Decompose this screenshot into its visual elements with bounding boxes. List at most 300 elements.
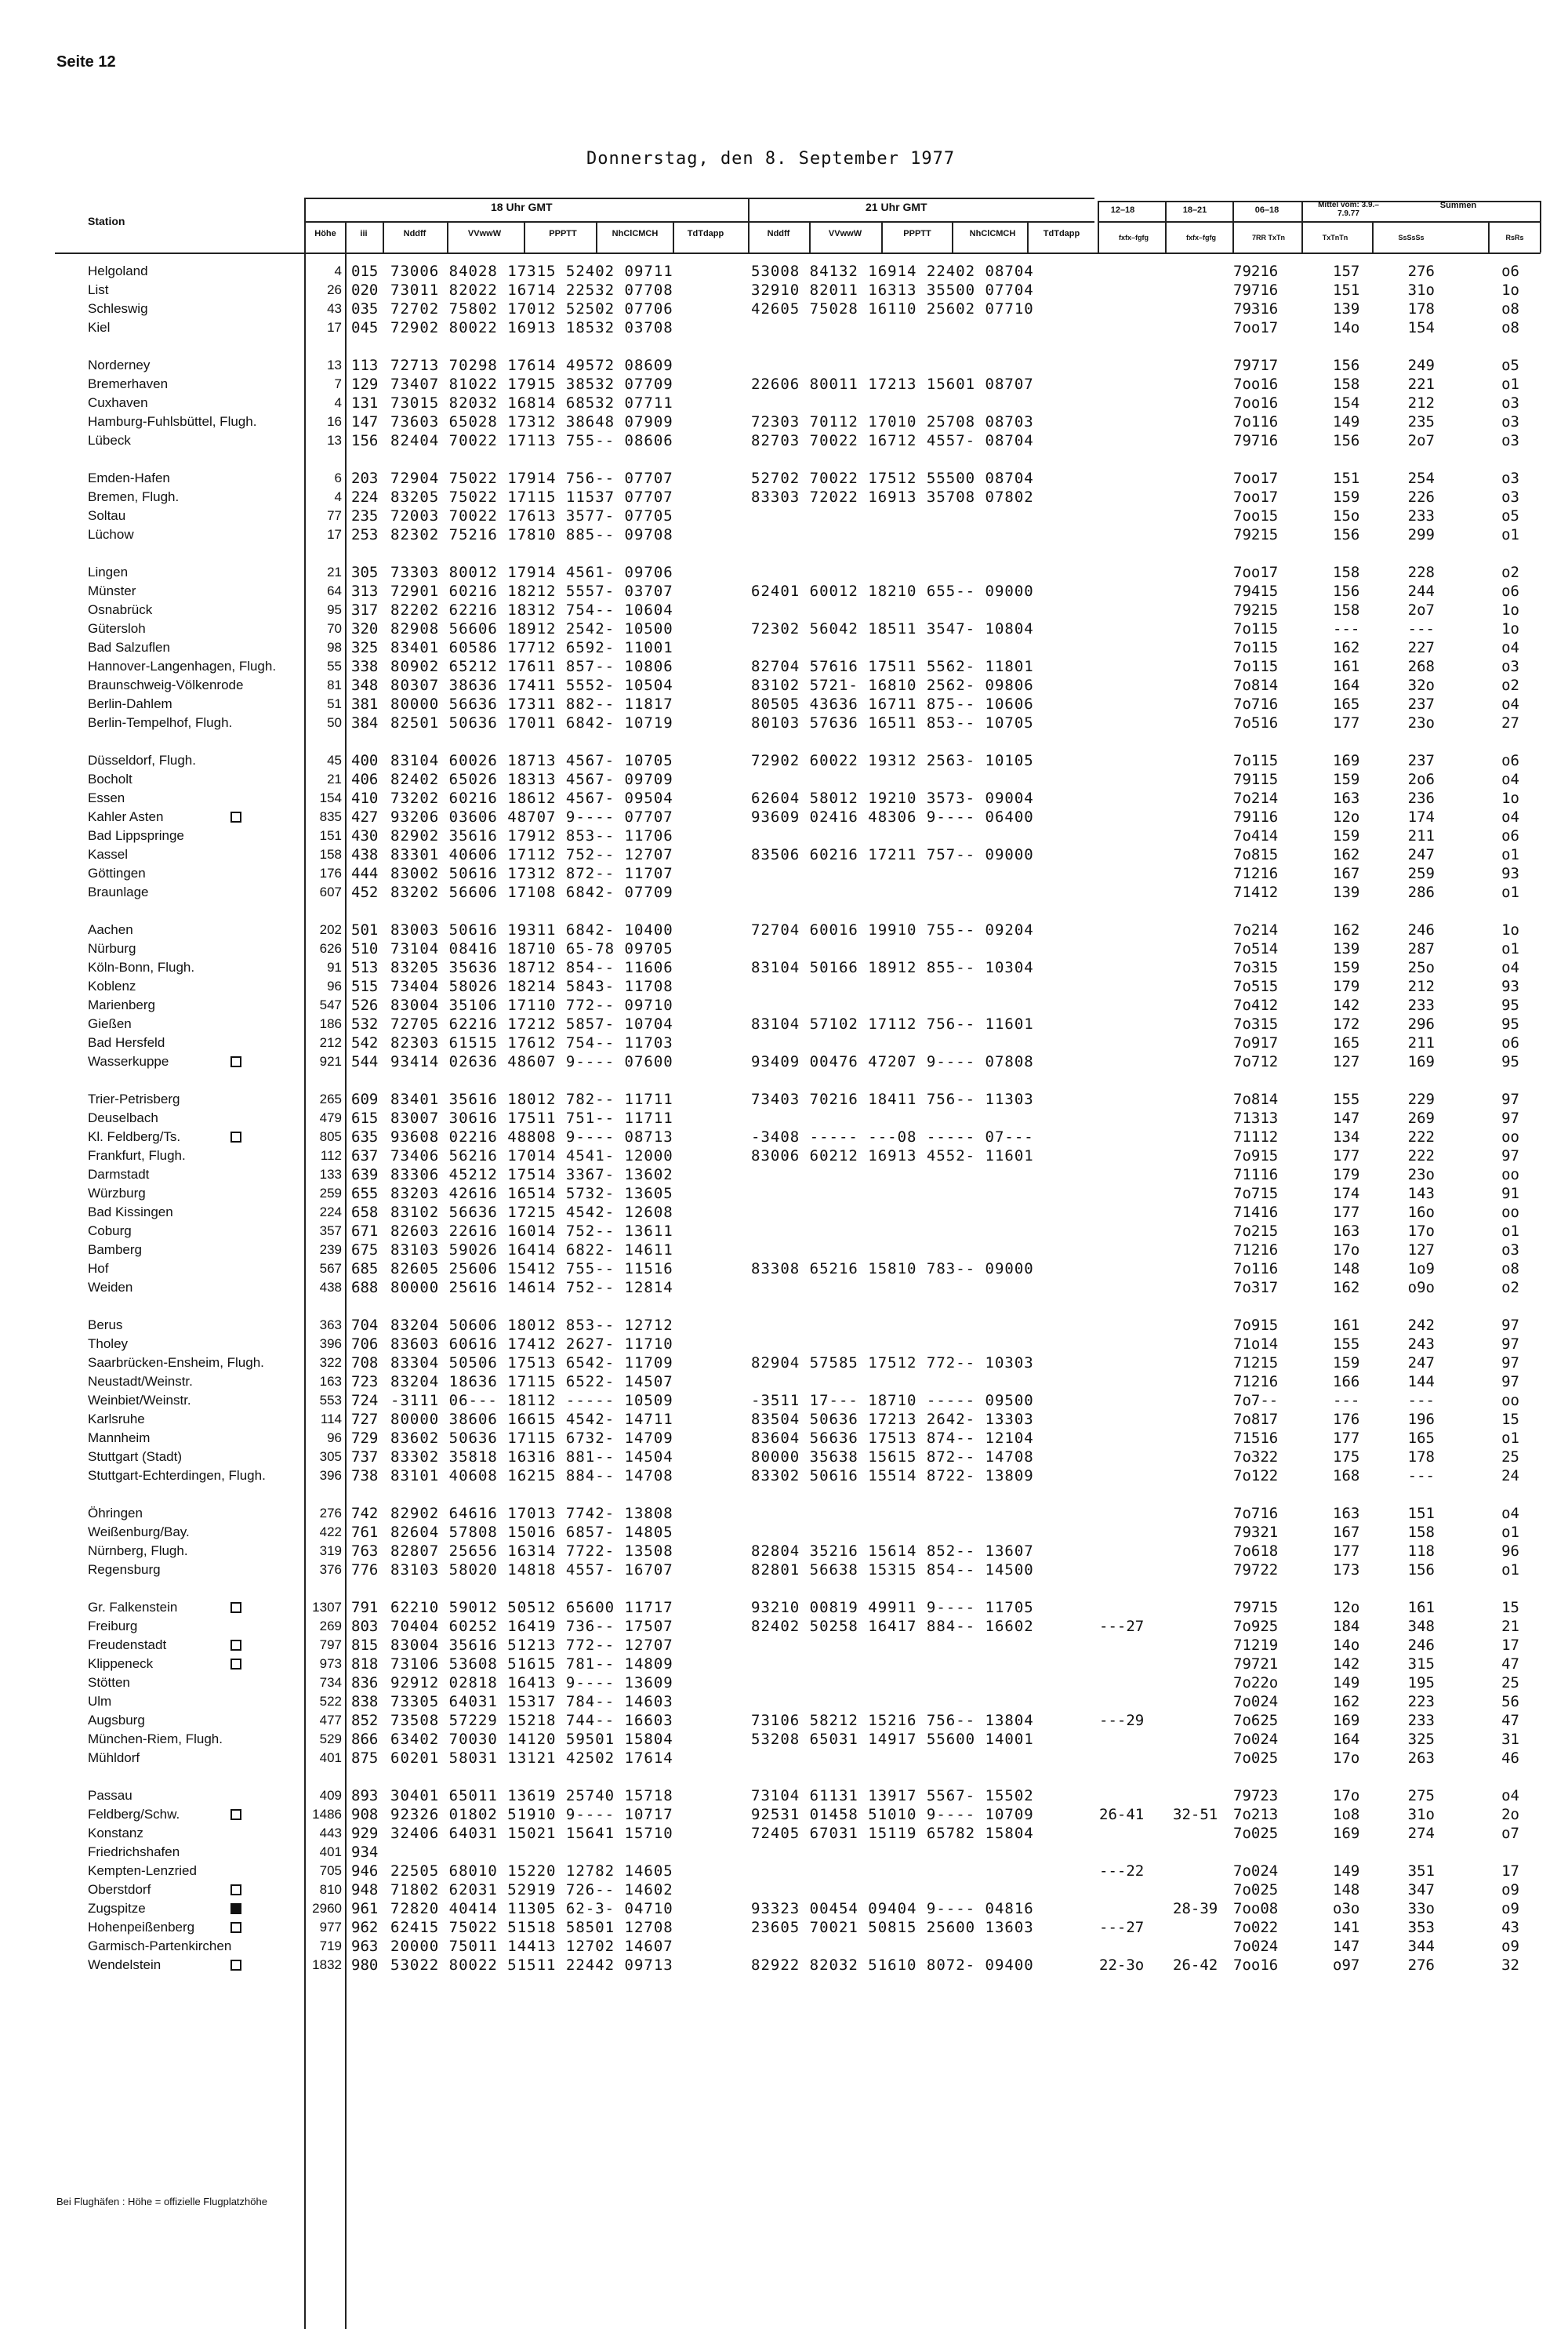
- summen-value: 276: [1407, 263, 1435, 280]
- mittel-value: 127: [1333, 1053, 1360, 1070]
- value-06-18: 71313: [1233, 1110, 1279, 1127]
- mittel-value: 156: [1333, 583, 1360, 600]
- station-height: 13: [327, 433, 342, 448]
- value-12-18: ---27: [1099, 1618, 1145, 1635]
- station-name: Tholey: [88, 1336, 129, 1351]
- obs-21-uhr: 72704 60016 19910 755-- 09204: [751, 921, 1034, 939]
- station-number: 708: [351, 1354, 379, 1372]
- station-height: 1486: [312, 1807, 342, 1822]
- rsrs-value: 46: [1501, 1749, 1519, 1767]
- station-number: 147: [351, 413, 379, 431]
- obs-18-uhr: 83004 35616 51213 772-- 12707: [390, 1637, 673, 1654]
- summen-value: 315: [1407, 1655, 1435, 1673]
- mittel-value: 169: [1333, 1825, 1360, 1842]
- value-18-21: 32-51: [1173, 1806, 1218, 1823]
- station-height: 547: [319, 997, 342, 1012]
- obs-18-uhr: 72713 70298 17614 49572 08609: [390, 357, 673, 374]
- header-vvwww-21: VVwwW: [828, 229, 862, 238]
- rsrs-value: 47: [1501, 1712, 1519, 1729]
- summen-value: 2o7: [1407, 601, 1435, 619]
- summen-value: 23o: [1407, 714, 1435, 732]
- mittel-value: 165: [1333, 1034, 1360, 1052]
- obs-18-uhr: 82605 25606 15412 755-- 11516: [390, 1260, 673, 1277]
- rsrs-value: o3: [1501, 413, 1519, 431]
- value-06-18: 7o322: [1233, 1448, 1279, 1466]
- header-sub-f: RsRs: [1505, 234, 1524, 242]
- summen-value: 286: [1407, 884, 1435, 901]
- mittel-value: 15o: [1333, 507, 1360, 525]
- obs-21-uhr: 93210 00819 49911 9---- 11705: [751, 1599, 1034, 1616]
- station-number: 948: [351, 1881, 379, 1898]
- summen-value: 233: [1407, 1712, 1435, 1729]
- obs-21-uhr: 82703 70022 16712 4557- 08704: [751, 432, 1034, 449]
- obs-21-uhr: 22606 80011 17213 15601 08707: [751, 376, 1034, 393]
- obs-18-uhr: 73407 81022 17915 38532 07709: [390, 376, 673, 393]
- value-18-21: 26-42: [1173, 1957, 1218, 1974]
- station-name: Nürburg: [88, 941, 136, 956]
- rsrs-value: 17: [1501, 1862, 1519, 1880]
- summen-value: 353: [1407, 1919, 1435, 1936]
- summen-value: 211: [1407, 1034, 1435, 1052]
- rsrs-value: 97: [1501, 1354, 1519, 1372]
- summen-value: 158: [1407, 1524, 1435, 1541]
- obs-18-uhr: -3111 06--- 18112 ----- 10509: [390, 1392, 673, 1409]
- mittel-value: 174: [1333, 1185, 1360, 1202]
- obs-18-uhr: 72820 40414 11305 62-3- 04710: [390, 1900, 673, 1917]
- value-06-18: 79415: [1233, 583, 1279, 600]
- obs-18-uhr: 73508 57229 15218 744-- 16603: [390, 1712, 673, 1729]
- station-name: Trier-Petrisberg: [88, 1092, 180, 1106]
- rsrs-value: o3: [1501, 1241, 1519, 1259]
- mittel-value: 177: [1333, 1430, 1360, 1447]
- obs-18-uhr: 83302 35818 16316 881-- 14504: [390, 1448, 673, 1466]
- rsrs-value: o6: [1501, 263, 1519, 280]
- station-height: 477: [319, 1713, 342, 1728]
- obs-18-uhr: 82902 35616 17912 853-- 11706: [390, 827, 673, 845]
- station-height: 797: [319, 1637, 342, 1652]
- value-06-18: 71216: [1233, 1373, 1279, 1390]
- mittel-value: o3o: [1333, 1900, 1360, 1917]
- rsrs-value: oo: [1501, 1204, 1519, 1221]
- station-name: Aachen: [88, 922, 133, 937]
- station-name: Gießen: [88, 1016, 132, 1031]
- station-number: 815: [351, 1637, 379, 1654]
- value-06-18: 71116: [1233, 1166, 1279, 1183]
- obs-18-uhr: 32406 64031 15021 15641 15710: [390, 1825, 673, 1842]
- station-name: Bad Hersfeld: [88, 1035, 165, 1050]
- summen-value: 25o: [1407, 959, 1435, 976]
- obs-18-uhr: 83401 35616 18012 782-- 11711: [390, 1091, 673, 1108]
- station-name: Stuttgart (Stadt): [88, 1449, 182, 1464]
- obs-18-uhr: 92326 01802 51910 9---- 10717: [390, 1806, 673, 1823]
- mittel-value: 149: [1333, 1674, 1360, 1691]
- obs-18-uhr: 82902 64616 17013 7742- 13808: [390, 1505, 673, 1522]
- rsrs-value: o6: [1501, 752, 1519, 769]
- rsrs-value: o3: [1501, 489, 1519, 506]
- rsrs-value: o1: [1501, 1223, 1519, 1240]
- station-number: 317: [351, 601, 379, 619]
- mittel-value: 139: [1333, 884, 1360, 901]
- rsrs-value: o9: [1501, 1900, 1519, 1917]
- open-square-icon: [230, 1056, 241, 1067]
- header-21-uhr: 21 Uhr GMT: [866, 201, 927, 213]
- station-name: Cuxhaven: [88, 395, 148, 410]
- summen-value: 236: [1407, 790, 1435, 807]
- station-height: 443: [319, 1826, 342, 1840]
- obs-18-uhr: 72901 60216 18212 5557- 03707: [390, 583, 673, 600]
- value-06-18: 7o315: [1233, 959, 1279, 976]
- value-06-18: 7o625: [1233, 1712, 1279, 1729]
- station-height: 4: [334, 263, 342, 278]
- mittel-value: 17o: [1333, 1787, 1360, 1804]
- summen-value: 16o: [1407, 1204, 1435, 1221]
- mittel-value: 172: [1333, 1016, 1360, 1033]
- obs-21-uhr: 93609 02416 48306 9---- 06400: [751, 808, 1034, 826]
- summen-value: 151: [1407, 1505, 1435, 1522]
- obs-18-uhr: 82302 75216 17810 885-- 09708: [390, 526, 673, 543]
- obs-21-uhr: 82922 82032 51610 8072- 09400: [751, 1957, 1034, 1974]
- value-06-18: 71215: [1233, 1354, 1279, 1372]
- rsrs-value: 91: [1501, 1185, 1519, 1202]
- mittel-value: 14o: [1333, 319, 1360, 336]
- value-06-18: 79722: [1233, 1561, 1279, 1579]
- station-number: 305: [351, 564, 379, 581]
- rsrs-value: 1o: [1501, 921, 1519, 939]
- station-height: 176: [319, 866, 342, 881]
- obs-21-uhr: 82904 57585 17512 772-- 10303: [751, 1354, 1034, 1372]
- mittel-value: 164: [1333, 1731, 1360, 1748]
- mittel-value: 159: [1333, 959, 1360, 976]
- station-number: 113: [351, 357, 379, 374]
- obs-18-uhr: 83004 35106 17110 772-- 09710: [390, 997, 673, 1014]
- footnote: Bei Flughäfen : Höhe = offizielle Flugplatzhöhe: [56, 2196, 267, 2207]
- station-number: 438: [351, 846, 379, 863]
- value-06-18: 7o715: [1233, 1185, 1279, 1202]
- summen-value: 244: [1407, 583, 1435, 600]
- rsrs-value: 17: [1501, 1637, 1519, 1654]
- value-06-18: 71216: [1233, 1241, 1279, 1259]
- rsrs-value: 2o: [1501, 1806, 1519, 1823]
- mittel-value: 147: [1333, 1938, 1360, 1955]
- obs-18-uhr: 53022 80022 51511 22442 09713: [390, 1957, 673, 1974]
- summen-value: 247: [1407, 846, 1435, 863]
- rsrs-value: 25: [1501, 1448, 1519, 1466]
- station-number: 742: [351, 1505, 379, 1522]
- summen-value: o9o: [1407, 1279, 1435, 1296]
- mittel-value: 159: [1333, 489, 1360, 506]
- station-name: Weinbiet/Weinstr.: [88, 1393, 191, 1408]
- station-name: Helgoland: [88, 263, 148, 278]
- header-iii: iii: [360, 229, 368, 238]
- mittel-value: 141: [1333, 1919, 1360, 1936]
- station-name: Coburg: [88, 1223, 132, 1238]
- rsrs-value: o1: [1501, 1524, 1519, 1541]
- mittel-value: 167: [1333, 1524, 1360, 1541]
- obs-18-uhr: 83103 59026 16414 6822- 14611: [390, 1241, 673, 1259]
- station-height: 705: [319, 1863, 342, 1878]
- station-number: 836: [351, 1674, 379, 1691]
- value-06-18: 7o814: [1233, 1091, 1279, 1108]
- station-name: Berlin-Dahlem: [88, 696, 172, 711]
- rsrs-value: o1: [1501, 884, 1519, 901]
- obs-18-uhr: 83101 40608 16215 884-- 14708: [390, 1467, 673, 1484]
- rsrs-value: 97: [1501, 1091, 1519, 1108]
- summen-value: 178: [1407, 300, 1435, 318]
- obs-18-uhr: 63402 70030 14120 59501 15804: [390, 1731, 673, 1748]
- station-name: Bremerhaven: [88, 376, 169, 391]
- header-18-uhr: 18 Uhr GMT: [491, 201, 553, 213]
- summen-value: 247: [1407, 1354, 1435, 1372]
- header-sub-c: 7RR TxTn: [1251, 234, 1285, 242]
- mittel-value: 134: [1333, 1128, 1360, 1146]
- station-height: 13: [327, 358, 342, 372]
- mittel-value: 156: [1333, 357, 1360, 374]
- station-height: 6: [334, 471, 342, 485]
- obs-18-uhr: 62210 59012 50512 65600 11717: [390, 1599, 673, 1616]
- station-name: Nürnberg, Flugh.: [88, 1543, 188, 1558]
- station-height: 239: [319, 1242, 342, 1257]
- rsrs-value: 97: [1501, 1147, 1519, 1164]
- rsrs-value: o3: [1501, 394, 1519, 412]
- header-summen: Summen: [1439, 201, 1477, 210]
- station-name: Bad Salzuflen: [88, 640, 170, 655]
- summen-value: 269: [1407, 1110, 1435, 1127]
- value-06-18: 7o814: [1233, 677, 1279, 694]
- station-height: 43: [327, 301, 342, 316]
- station-height: 202: [319, 922, 342, 937]
- obs-18-uhr: 82908 56606 18912 2542- 10500: [390, 620, 673, 638]
- station-name: Bad Kissingen: [88, 1204, 173, 1219]
- mittel-value: ---: [1333, 1392, 1360, 1409]
- value-06-18: 7o317: [1233, 1279, 1279, 1296]
- station-number: 045: [351, 319, 379, 336]
- mittel-value: o97: [1333, 1957, 1360, 1974]
- station-height: 529: [319, 1731, 342, 1746]
- station-number: 637: [351, 1147, 379, 1164]
- station-number: 704: [351, 1317, 379, 1334]
- obs-18-uhr: 83602 50636 17115 6732- 14709: [390, 1430, 673, 1447]
- obs-21-uhr: -3511 17--- 18710 ----- 09500: [751, 1392, 1034, 1409]
- station-number: 131: [351, 394, 379, 412]
- header-nhclcmch-18: NhClCMCH: [612, 229, 659, 238]
- station-number: 542: [351, 1034, 379, 1052]
- summen-value: 227: [1407, 639, 1435, 656]
- obs-18-uhr: 82303 61515 17612 754-- 11703: [390, 1034, 673, 1052]
- station-number: 791: [351, 1599, 379, 1616]
- station-number: 348: [351, 677, 379, 694]
- station-name: Berus: [88, 1317, 123, 1332]
- open-square-icon: [230, 1809, 241, 1820]
- header-nddff-18: Nddff: [403, 229, 426, 238]
- rsrs-value: o8: [1501, 1260, 1519, 1277]
- obs-18-uhr: 72702 75802 17012 52502 07706: [390, 300, 673, 318]
- station-number: 980: [351, 1957, 379, 1974]
- station-height: 396: [319, 1336, 342, 1351]
- mittel-value: 162: [1333, 921, 1360, 939]
- station-height: 186: [319, 1016, 342, 1031]
- mittel-value: 184: [1333, 1618, 1360, 1635]
- obs-18-uhr: 83301 40606 17112 752-- 12707: [390, 846, 673, 863]
- summen-value: 344: [1407, 1938, 1435, 1955]
- station-height: 96: [327, 979, 342, 994]
- value-06-18: 7oo15: [1233, 507, 1279, 525]
- obs-21-uhr: 83104 50166 18912 855-- 10304: [751, 959, 1034, 976]
- station-height: 409: [319, 1788, 342, 1803]
- rsrs-value: 21: [1501, 1618, 1519, 1635]
- header-sub-a: fxfx–fgfg: [1119, 234, 1149, 242]
- station-number: 934: [351, 1844, 379, 1861]
- value-06-18: 7o215: [1233, 1223, 1279, 1240]
- value-06-18: 7oo16: [1233, 1957, 1279, 1974]
- rsrs-value: 97: [1501, 1110, 1519, 1127]
- station-number: 688: [351, 1279, 379, 1296]
- mittel-value: 14o: [1333, 1637, 1360, 1654]
- station-number: 532: [351, 1016, 379, 1033]
- value-06-18: 79716: [1233, 432, 1279, 449]
- station-name: Berlin-Tempelhof, Flugh.: [88, 715, 233, 730]
- rsrs-value: 56: [1501, 1693, 1519, 1710]
- station-height: 357: [319, 1223, 342, 1238]
- obs-21-uhr: 23605 70021 50815 25600 13603: [751, 1919, 1034, 1936]
- obs-21-uhr: 73104 61131 13917 5567- 15502: [751, 1787, 1034, 1804]
- rsrs-value: o9: [1501, 1881, 1519, 1898]
- summen-value: 32o: [1407, 677, 1435, 694]
- mittel-value: 179: [1333, 978, 1360, 995]
- value-06-18: 7o412: [1233, 997, 1279, 1014]
- station-height: 322: [319, 1355, 342, 1370]
- station-name: Regensburg: [88, 1562, 161, 1577]
- value-06-18: 71216: [1233, 865, 1279, 882]
- value-06-18: 7o925: [1233, 1618, 1279, 1635]
- summen-value: 237: [1407, 752, 1435, 769]
- rsrs-value: 27: [1501, 714, 1519, 732]
- value-06-18: 7o122: [1233, 1467, 1279, 1484]
- rsrs-value: o8: [1501, 319, 1519, 336]
- obs-21-uhr: 82804 35216 15614 852-- 13607: [751, 1542, 1034, 1560]
- rsrs-value: 15: [1501, 1599, 1519, 1616]
- value-12-18: ---27: [1099, 1919, 1145, 1936]
- station-number: 893: [351, 1787, 379, 1804]
- summen-value: 2o7: [1407, 432, 1435, 449]
- value-06-18: 79723: [1233, 1787, 1279, 1804]
- rsrs-value: 47: [1501, 1655, 1519, 1673]
- station-number: 776: [351, 1561, 379, 1579]
- value-06-18: 7o917: [1233, 1034, 1279, 1052]
- obs-18-uhr: 93206 03606 48707 9---- 07707: [390, 808, 673, 826]
- station-name: Lübeck: [88, 433, 131, 448]
- obs-18-uhr: 83203 42616 16514 5732- 13605: [390, 1185, 673, 1202]
- mittel-value: 1o8: [1333, 1806, 1360, 1823]
- open-square-icon: [230, 1602, 241, 1613]
- obs-18-uhr: 83304 50506 17513 6542- 11709: [390, 1354, 673, 1372]
- value-06-18: 7o315: [1233, 1016, 1279, 1033]
- station-name: Deuselbach: [88, 1110, 158, 1125]
- mittel-value: 12o: [1333, 808, 1360, 826]
- mittel-value: 162: [1333, 846, 1360, 863]
- obs-18-uhr: 80000 56636 17311 882-- 11817: [390, 696, 673, 713]
- mittel-value: 168: [1333, 1467, 1360, 1484]
- summen-value: ---: [1407, 1467, 1435, 1484]
- station-height: 64: [327, 583, 342, 598]
- mittel-value: 147: [1333, 1110, 1360, 1127]
- station-name: Koblenz: [88, 979, 136, 994]
- value-12-18: 26-41: [1099, 1806, 1145, 1823]
- obs-18-uhr: 83102 56636 17215 4542- 12608: [390, 1204, 673, 1221]
- obs-18-uhr: 83401 60586 17712 6592- 11001: [390, 639, 673, 656]
- summen-value: 222: [1407, 1128, 1435, 1146]
- station-height: 2960: [312, 1901, 342, 1916]
- summen-value: 223: [1407, 1693, 1435, 1710]
- value-06-18: 7o214: [1233, 921, 1279, 939]
- station-height: 133: [319, 1167, 342, 1182]
- summen-value: 178: [1407, 1448, 1435, 1466]
- station-number: 253: [351, 526, 379, 543]
- obs-18-uhr: 70404 60252 16419 736-- 17507: [390, 1618, 673, 1635]
- obs-21-uhr: 72303 70112 17010 25708 08703: [751, 413, 1034, 431]
- station-name: Gütersloh: [88, 621, 146, 636]
- station-height: 553: [319, 1393, 342, 1408]
- rsrs-value: o8: [1501, 300, 1519, 318]
- value-06-18: 7o024: [1233, 1862, 1279, 1880]
- obs-18-uhr: 20000 75011 14413 12702 14607: [390, 1938, 673, 1955]
- station-height: 422: [319, 1524, 342, 1539]
- summen-value: 233: [1407, 507, 1435, 525]
- obs-21-uhr: 73106 58212 15216 756-- 13804: [751, 1712, 1034, 1729]
- station-height: 921: [319, 1054, 342, 1069]
- obs-18-uhr: 72902 80022 16913 18532 03708: [390, 319, 673, 336]
- rsrs-value: o1: [1501, 846, 1519, 863]
- rsrs-value: 1o: [1501, 601, 1519, 619]
- obs-21-uhr: 83104 57102 17112 756-- 11601: [751, 1016, 1034, 1033]
- mittel-value: 179: [1333, 1166, 1360, 1183]
- value-06-18: 7o024: [1233, 1938, 1279, 1955]
- station-name: Münster: [88, 583, 136, 598]
- station-height: 55: [327, 659, 342, 674]
- header-vvwww-18: VVwwW: [467, 229, 502, 238]
- station-number: 515: [351, 978, 379, 995]
- value-06-18: 7o515: [1233, 978, 1279, 995]
- obs-21-uhr: 73403 70216 18411 756-- 11303: [751, 1091, 1034, 1108]
- station-number: 706: [351, 1335, 379, 1353]
- mittel-value: 151: [1333, 282, 1360, 299]
- value-06-18: 79115: [1233, 771, 1279, 788]
- mittel-value: 175: [1333, 1448, 1360, 1466]
- station-name: Essen: [88, 790, 125, 805]
- open-square-icon: [230, 1884, 241, 1895]
- value-06-18: 7o025: [1233, 1749, 1279, 1767]
- station-number: 510: [351, 940, 379, 957]
- obs-18-uhr: 60201 58031 13121 42502 17614: [390, 1749, 673, 1767]
- station-height: 269: [319, 1619, 342, 1633]
- rsrs-value: o4: [1501, 959, 1519, 976]
- obs-18-uhr: 72904 75022 17914 756-- 07707: [390, 470, 673, 487]
- value-06-18: 7o115: [1233, 752, 1279, 769]
- station-number: 609: [351, 1091, 379, 1108]
- obs-21-uhr: 62401 60012 18210 655-- 09000: [751, 583, 1034, 600]
- summen-value: 233: [1407, 997, 1435, 1014]
- header-period-18-21: 18–21: [1182, 205, 1207, 215]
- station-height: 1832: [312, 1957, 342, 1972]
- station-name: Wasserkuppe: [88, 1052, 245, 1071]
- rsrs-value: o1: [1501, 1430, 1519, 1447]
- summen-value: 274: [1407, 1825, 1435, 1842]
- station-height: 567: [319, 1261, 342, 1276]
- value-06-18: 7o7--: [1233, 1392, 1279, 1409]
- obs-18-uhr: 73303 80012 17914 4561- 09706: [390, 564, 673, 581]
- station-number: 156: [351, 432, 379, 449]
- mittel-value: 157: [1333, 263, 1360, 280]
- mittel-value: 177: [1333, 1542, 1360, 1560]
